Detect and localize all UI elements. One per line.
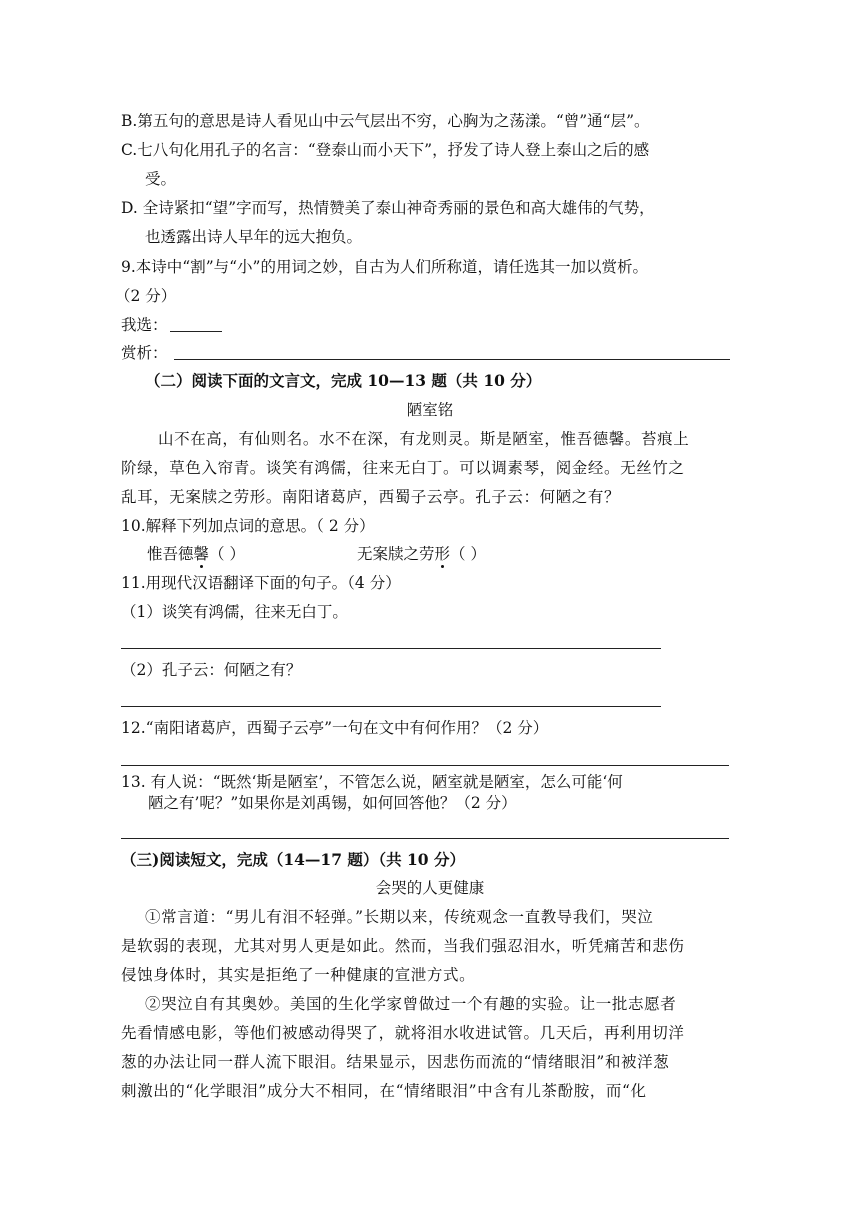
article-p2-line1: ②哭泣自有其奥妙。美国的生化学家曾做过一个有趣的实验。让一批志愿者 [145,995,677,1013]
q10-item2 [357,543,486,565]
q12-answer-line[interactable] [121,765,729,766]
q9-choose-label: 我选： [121,316,168,334]
q10-item1 [147,543,245,565]
option-d-line2: 也透露出诗人早年的远大抱负。 [145,228,363,246]
q10-item1-text: 惟吾德 [147,545,194,563]
q13-text-line1: 13. 有人说：“既然‘斯是陋室’，不管怎么说，陋室就是陋室，怎么可能‘何 [121,773,623,791]
q9-choose-row [121,314,222,336]
q13-text-line2: 陋之有’呢？”如果你是刘禹锡，如何回答他？（2 分） [148,794,517,812]
q10-item2-answer-blank[interactable]: （ ） [450,545,486,563]
section2-title: 陋室铭 [406,401,454,419]
section3-header: （三)阅读短文，完成（14—17 题）（共 10 分） [121,850,465,869]
section2-header: （二）阅读下面的文言文，完成 10—13 题（共 10 分） [145,371,542,390]
article-p2-line4: 刺激出的“化学眼泪”成分大不相同，在“情绪眼泪”中含有儿茶酚胺，而“化 [121,1082,647,1100]
article-p1-line2: 是软弱的表现，尤其对男人更是如此。然而，当我们强忍泪水，听凭痛苦和悲伤 [121,937,685,955]
option-c-line1: C.七八句化用孔子的名言：“登泰山而小天下”，抒发了诗人登上泰山之后的感 [121,141,650,159]
q10-item2-text: 无案牍之劳 [357,545,435,563]
passage-line3: 乱耳，无案牍之劳形。南阳诸葛庐，西蜀子云亭。孔子云：何陋之有？ [121,488,621,506]
q11-sub1-answer-line[interactable] [121,648,661,649]
option-d-line1: D. 全诗紧扣“望”字而写，热情赞美了泰山神奇秀丽的景色和高大雄伟的气势， [121,199,655,217]
q12-text: 12.“南阳诸葛庐，西蜀子云亭”一句在文中有何作用？（2 分） [121,719,549,737]
q9-analysis-label: 赏析： [121,344,168,362]
section3-title: 会哭的人更健康 [375,879,485,897]
q11-sub2: （2）孔子云：何陋之有？ [121,661,302,679]
q9-text: 9.本诗中“割”与“小”的用词之妙，自古为人们所称道，请任选其一加以赏析。 [121,258,648,276]
article-p2-line3: 葱的办法让同一群人流下眼泪。结果显示，因悲伤而流的“情绪眼泪”和被洋葱 [121,1053,670,1071]
option-c-line2: 受。 [145,170,177,188]
option-b: B.第五句的意思是诗人看见山中云气层出不穷，心胸为之荡漾。“曾”通“层”。 [121,112,650,130]
q10-item1-dotted-word: 馨 [193,545,210,563]
q13-answer-line[interactable] [121,838,729,839]
passage-line2: 阶绿，草色入帘青。谈笑有鸿儒，往来无白丁。可以调素琴，阅金经。无丝竹之 [121,459,685,477]
q11-sub1: （1）谈笑有鸿儒，往来无白丁。 [121,603,348,621]
q9-points: （2 分） [115,287,177,305]
q10-item1-answer-blank[interactable]: （ ） [209,545,245,563]
q10-text: 10.解释下列加点词的意思。（ 2 分） [121,517,375,535]
q10-item2-dotted-word: 形 [434,545,451,563]
q9-analysis-line[interactable] [174,359,730,360]
passage-line1: 山不在高，有仙则名。水不在深，有龙则灵。斯是陋室，惟吾德馨。苔痕上 [158,430,690,448]
q9-choose-blank[interactable] [170,317,222,332]
article-p1-line1: ①常言道：“男儿有泪不轻弹。”长期以来，传统观念一直教导我们，哭泣 [145,908,654,926]
q11-sub2-answer-line[interactable] [121,706,661,707]
q11-text: 11.用现代汉语翻译下面的句子。（4 分） [121,574,401,592]
article-p1-line3: 侵蚀身体时，其实是拒绝了一种健康的宣泄方式。 [121,966,476,984]
article-p2-line2: 先看情感电影，等他们被感动得哭了，就将泪水收进试管。几天后，再利用切洋 [121,1024,685,1042]
